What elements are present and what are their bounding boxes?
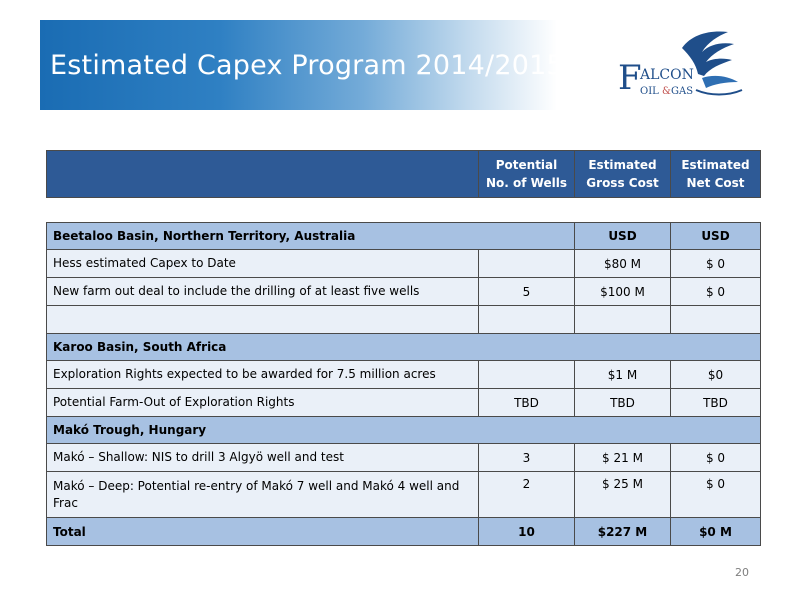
row-wells: 5 bbox=[479, 278, 575, 306]
logo-letter: F bbox=[618, 58, 642, 98]
table-row bbox=[47, 472, 761, 518]
row-wells bbox=[479, 250, 575, 278]
total-label: Total bbox=[47, 518, 479, 546]
row-net: $ 0 bbox=[671, 444, 761, 472]
row-description: Potential Farm-Out of Exploration Rights bbox=[47, 389, 479, 417]
falcon-bird-icon bbox=[610, 26, 750, 106]
row-gross: $1 M bbox=[575, 361, 671, 389]
empty-cell bbox=[671, 306, 761, 334]
section-name: Beetaloo Basin, Northern Territory, Australia bbox=[47, 223, 575, 250]
section-net-unit: USD bbox=[671, 223, 761, 250]
row-description: Makó – Shallow: NIS to drill 3 Algyö well and test bbox=[47, 444, 479, 472]
logo-oil: OIL bbox=[640, 86, 659, 97]
row-net: $ 0 bbox=[671, 278, 761, 306]
section-name: Makó Trough, Hungary bbox=[47, 417, 761, 444]
row-net: TBD bbox=[671, 389, 761, 417]
table-row bbox=[47, 278, 761, 306]
row-gross: $100 M bbox=[575, 278, 671, 306]
row-net: $0 bbox=[671, 361, 761, 389]
table-row bbox=[47, 361, 761, 389]
header-net-cost: Estimated Net Cost bbox=[671, 151, 761, 198]
row-gross: $ 21 M bbox=[575, 444, 671, 472]
row-wells bbox=[479, 361, 575, 389]
section-row-beetaloo bbox=[47, 223, 761, 250]
table-row bbox=[47, 444, 761, 472]
header-gross-cost: Estimated Gross Cost bbox=[575, 151, 671, 198]
empty-cell bbox=[47, 306, 479, 334]
row-gross: $ 25 M bbox=[575, 472, 671, 518]
empty-row bbox=[47, 306, 761, 334]
section-gross-unit: USD bbox=[575, 223, 671, 250]
logo-ampersand: & bbox=[662, 86, 671, 97]
column-header-table bbox=[46, 150, 761, 198]
title-banner bbox=[40, 20, 758, 110]
empty-cell bbox=[575, 306, 671, 334]
row-wells: TBD bbox=[479, 389, 575, 417]
row-gross: TBD bbox=[575, 389, 671, 417]
logo-gas: GAS bbox=[671, 86, 694, 97]
total-row bbox=[47, 518, 761, 546]
page-number: 20 bbox=[735, 566, 749, 579]
section-name: Karoo Basin, South Africa bbox=[47, 334, 761, 361]
section-row-mako bbox=[47, 417, 761, 444]
header-blank-cell bbox=[47, 151, 479, 198]
row-description: Makó – Deep: Potential re-entry of Makó 7 well and Makó 4 well and Frac bbox=[47, 472, 479, 518]
table-row bbox=[47, 389, 761, 417]
logo-word: ALCON bbox=[640, 67, 694, 83]
row-net: $ 0 bbox=[671, 250, 761, 278]
capex-table bbox=[46, 222, 761, 546]
row-description: New farm out deal to include the drilling of at least five wells bbox=[47, 278, 479, 306]
row-gross: $80 M bbox=[575, 250, 671, 278]
total-gross: $227 M bbox=[575, 518, 671, 546]
falcon-logo bbox=[610, 26, 750, 106]
row-description: Hess estimated Capex to Date bbox=[47, 250, 479, 278]
header-wells: Potential No. of Wells bbox=[479, 151, 575, 198]
row-net: $ 0 bbox=[671, 472, 761, 518]
total-net: $0 M bbox=[671, 518, 761, 546]
empty-cell bbox=[479, 306, 575, 334]
total-wells: 10 bbox=[479, 518, 575, 546]
slide-title: Estimated Capex Program 2014/2015++ bbox=[50, 50, 610, 81]
section-row-karoo bbox=[47, 334, 761, 361]
row-wells: 3 bbox=[479, 444, 575, 472]
row-wells: 2 bbox=[479, 472, 575, 518]
row-description: Exploration Rights expected to be awarded for 7.5 million acres bbox=[47, 361, 479, 389]
table-row bbox=[47, 250, 761, 278]
column-header-row bbox=[47, 151, 761, 198]
